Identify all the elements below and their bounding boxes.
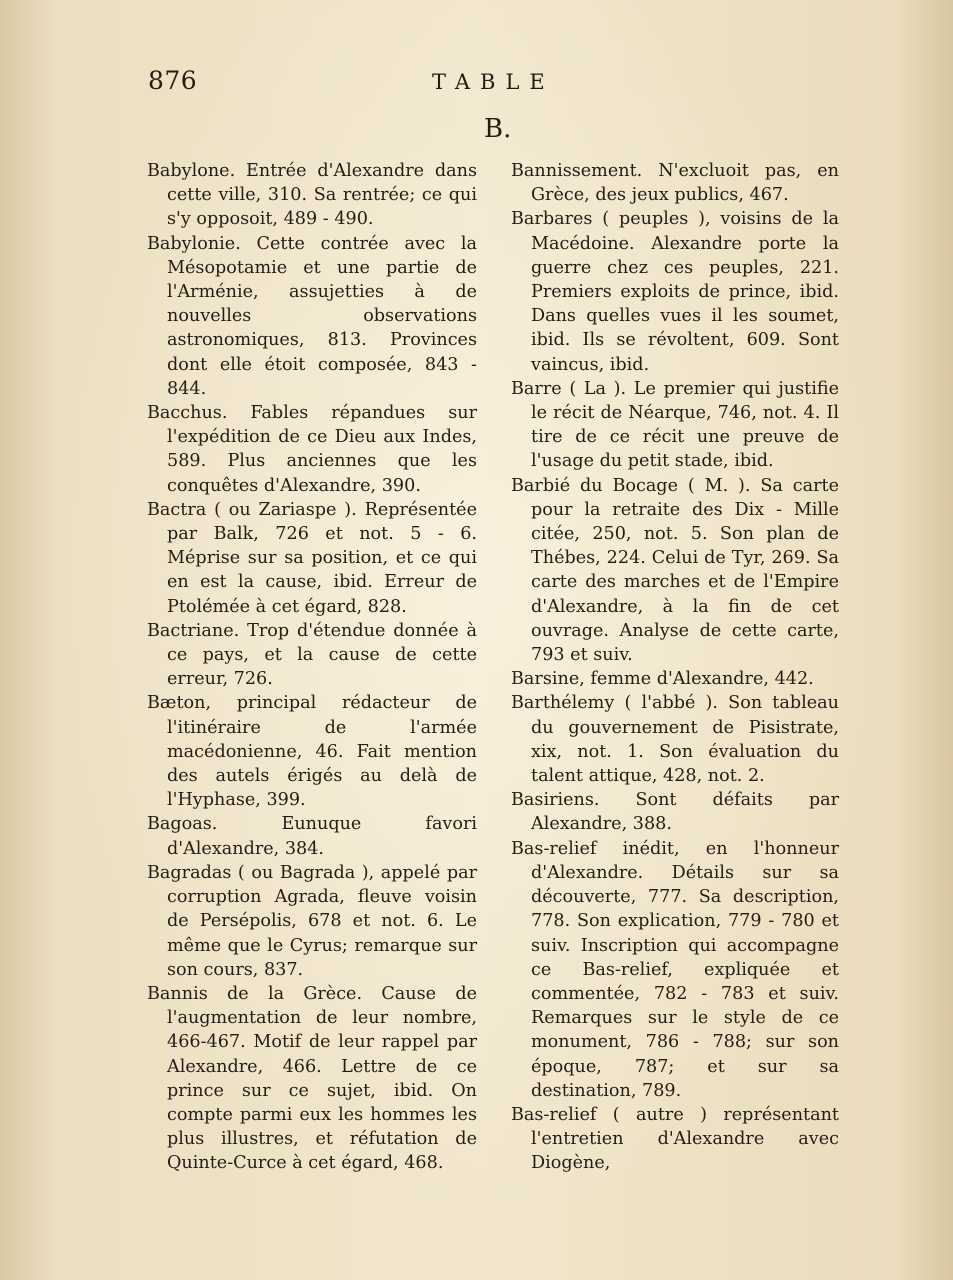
index-entry-babylonie: Babylonie. Cette contrée avec la Mésopotamie et une partie de l'Arménie, assujetties à de nouvelles observations astronomiques, 813. Provinces dont elle étoit composée, 843 - 844. <box>147 233 477 399</box>
index-entry-barbares: Barbares ( peuples ), voisins de la Macédoine. Alexandre porte la guerre chez ces peuples, 221. Premiers exploits de prince, ibid. Dans quelles vues il les soumet, ibid. Ils se révoltent, 609. Sont vaincus, ibid. <box>511 209 839 375</box>
section-letter: B. <box>484 114 512 144</box>
index-entry-baeton: Bæton, principal rédacteur de l'itinéraire de l'armée macédonienne, 46. Fait mention des autels érigés au delà de l'Hyphase, 399. <box>147 693 477 811</box>
index-entry-babylone: Babylone. Entrée d'Alexandre dans cette ville, 310. Sa rentrée; ce qui s'y opposoit, 489 - 490. <box>147 161 477 230</box>
index-entry-bas-relief-autre: Bas-relief ( autre ) représentant l'entretien d'Alexandre avec Diogène, <box>511 1104 839 1174</box>
index-entry-barsine: Barsine, femme d'Alexandre, 442. <box>511 669 814 690</box>
index-entry-barre: Barre ( La ). Le premier qui justifie le récit de Néarque, 746, not. 4. Il tire de ce récit une preuve de l'usage du petit stade, ibid. <box>511 378 839 472</box>
running-head: TABLE <box>432 70 555 94</box>
index-entry-bagradas: Bagradas ( ou Bagrada ), appelé par corruption Agrada, fleuve voisin de Persépolis, 678 et not. 6. Le même que le Cyrus; remarque sur son cours, 837. <box>147 862 477 980</box>
index-entry-basiriens: Basiriens. Sont défaits par Alexandre, 388. <box>511 790 839 835</box>
index-entry-bagoas: Bagoas. Eunuque favori d'Alexandre, 384. <box>147 814 477 859</box>
index-entry-bacchus: Bacchus. Fables répandues sur l'expédition de ce Dieu aux Indes, 589. Plus anciennes que les conquêtes d'Alexandre, 390. <box>147 403 477 496</box>
left-column <box>147 159 477 1176</box>
index-entry-barbie-du-bocage: Barbié du Bocage ( M. ). Sa carte pour la retraite des Dix - Mille citée, 250, not. 5. Son plan de Thébes, 224. Celui de Tyr, 269. Sa carte des marches et de l'Empire d'Alexandre, à la fin de cet ouvrage. Analyse de cette carte, 793 et suiv. <box>511 475 839 666</box>
right-column <box>511 159 839 1176</box>
page-number: 876 <box>148 66 198 95</box>
index-entry-barthelemy: Barthélemy ( l'abbé ). Son tableau du gouvernement de Pisistrate, xix, not. 1. Son évaluation du talent attique, 428, not. 2. <box>511 693 839 787</box>
index-entry-bactra: Bactra ( ou Zariaspe ). Représentée par Balk, 726 et not. 5 - 6. Méprise sur sa position, et ce qui en est la cause, ibid. Erreur de Ptolémée à cet égard, 828. <box>147 499 477 617</box>
index-entry-bas-relief-inedit: Bas-relief inédit, en l'honneur d'Alexandre. Détails sur sa découverte, 777. Sa description, 778. Son explication, 779 - 780 et suiv. Inscription qui accompagne ce Bas-relief, expliquée et commentée, 782 - 783 et suiv. Remarques sur le style de ce monument, 786 - 788; sur son époque, 787; et sur sa destination, 789. <box>511 838 839 1101</box>
index-entry-bannis: Bannis de la Grèce. Cause de l'augmentation de leur nombre, 466-467. Motif de leur rappel par Alexandre, 466. Lettre de ce prince sur ce sujet, ibid. On compte parmi eux les hommes les plus illustres, et réfutation de Quinte-Curce à cet égard, 468. <box>147 983 477 1174</box>
index-entry-bannissement: Bannissement. N'excluoit pas, en Grèce, des jeux publics, 467. <box>511 161 839 206</box>
index-entry-bactriane: Bactriane. Trop d'étendue donnée à ce pays, et la cause de cette erreur, 726. <box>147 620 477 690</box>
